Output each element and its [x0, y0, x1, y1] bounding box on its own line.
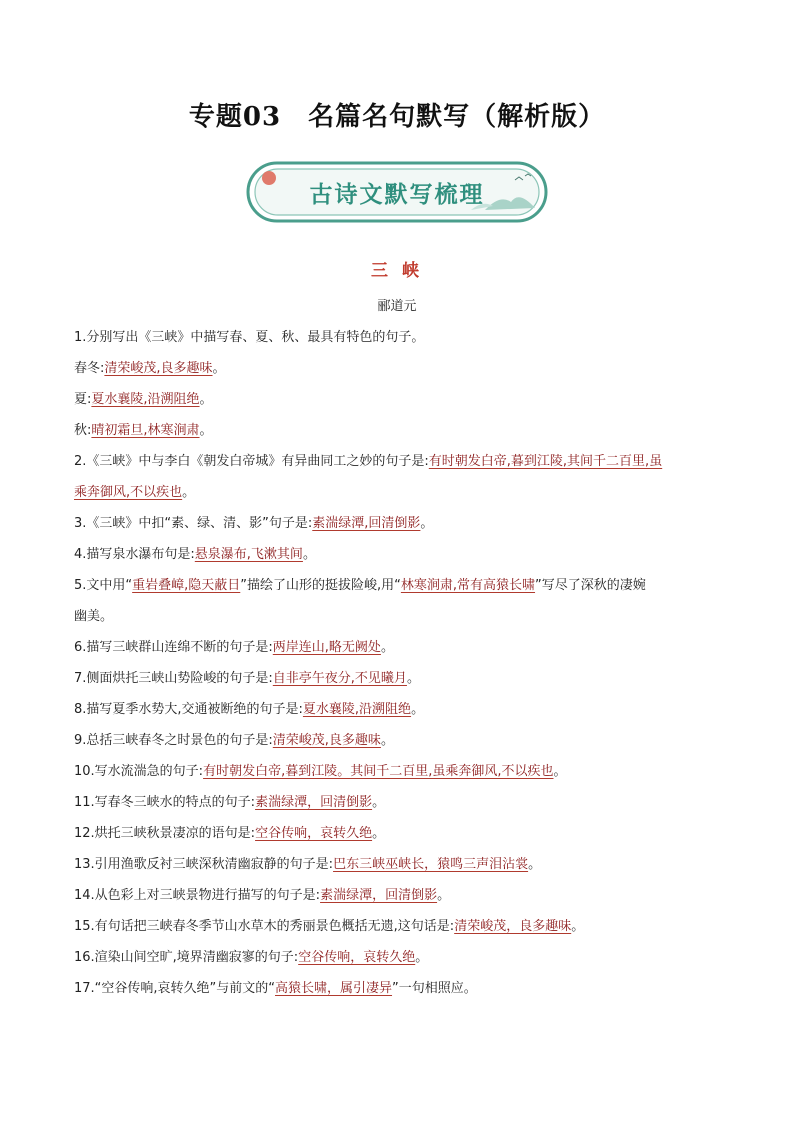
- answer-text: 高猿长啸，属引凄异: [275, 981, 393, 996]
- question-text: 。: [528, 857, 542, 872]
- question-text: 1.分别写出《三峡》中描写春、夏、秋、最具有特色的句子。: [74, 330, 425, 345]
- question-line: [74, 911, 734, 942]
- question-text: 6.描写三峡群山连绵不断的句子是:: [74, 640, 273, 655]
- question-text: 。: [420, 516, 434, 531]
- answer-text: 乘奔御风,不以疾也: [74, 485, 183, 500]
- answer-text: 悬泉瀑布,飞漱其间: [194, 547, 303, 562]
- question-text: 幽美。: [74, 609, 114, 624]
- question-line: [74, 756, 734, 787]
- question-text: 。: [302, 547, 316, 562]
- question-line: [74, 973, 734, 1004]
- question-text: 。: [411, 702, 425, 717]
- answer-text: 夏水襄陵,沿溯阻绝: [91, 392, 200, 407]
- question-line: [74, 787, 734, 818]
- question-line: [74, 477, 734, 508]
- question-line: [74, 663, 734, 694]
- question-text: 。: [571, 919, 585, 934]
- question-text: 。: [380, 733, 394, 748]
- question-text: ”一句相照应。: [392, 981, 477, 996]
- banner-title: 古诗文默写梳理: [309, 182, 485, 208]
- question-line: [74, 849, 734, 880]
- answer-text: 夏水襄陵,沿溯阻绝: [302, 702, 412, 717]
- question-text: 。: [380, 640, 394, 655]
- answer-text: 重岩叠嶂,隐天蔽日: [132, 578, 241, 593]
- question-text: 秋:: [74, 423, 92, 438]
- question-text: ”写尽了深秋的凄婉: [535, 578, 646, 593]
- question-text: ”描绘了山形的挺拔险峻,用“: [240, 578, 401, 593]
- question-text: 。: [372, 795, 386, 810]
- question-text: 3.《三峡》中扣“素、绿、清、影”句子是:: [74, 516, 313, 531]
- question-text: 。: [406, 671, 420, 686]
- answer-text: 有时朝发白帝,暮到江陵,其间千二百里,虽: [428, 454, 663, 469]
- question-line: [74, 942, 734, 973]
- author-name: 郦道元: [377, 299, 417, 314]
- question-text: 15.有句话把三峡春冬季节山水草木的秀丽景色概括无遗,这句话是:: [74, 919, 455, 934]
- question-line: [74, 508, 734, 539]
- answer-text: 素湍绿潭,回清倒影: [312, 516, 421, 531]
- question-text: 春冬:: [74, 361, 105, 376]
- question-text: 14.从色彩上对三峡景物进行描写的句子是:: [74, 888, 321, 903]
- question-line: [74, 818, 734, 849]
- question-text: 。: [553, 764, 567, 779]
- answer-text: 清荣峻茂,良多趣味: [272, 733, 381, 748]
- question-text: 。: [199, 423, 213, 438]
- question-line: [74, 601, 734, 632]
- answer-text: 空谷传响，哀转久绝: [255, 826, 373, 841]
- section-title: 三 峡: [371, 261, 423, 281]
- question-text: 。: [212, 361, 226, 376]
- question-line: [74, 415, 734, 446]
- question-text: 夏:: [74, 392, 92, 407]
- answer-text: 素湍绿潭，回清倒影: [255, 795, 373, 810]
- question-line: [74, 353, 734, 384]
- answer-text: 两岸连山,略无阙处: [272, 640, 381, 655]
- question-text: 11.写春冬三峡水的特点的句子:: [74, 795, 256, 810]
- answer-text: 清荣峻茂，良多趣味: [454, 919, 572, 934]
- answer-text: 林寒涧肃,常有高猿长啸: [400, 578, 536, 593]
- question-text: 13.引用渔歌反衬三峡深秋清幽寂静的句子是:: [74, 857, 334, 872]
- question-text: 2.《三峡》中与李白《朝发白帝城》有异曲同工之妙的句子是:: [74, 454, 429, 469]
- question-line: [74, 880, 734, 911]
- question-text: 7.侧面烘托三峡山势险峻的句子是:: [74, 671, 273, 686]
- question-line: [74, 632, 734, 663]
- question-text: 16.渲染山间空旷,境界清幽寂寥的句子:: [74, 950, 299, 965]
- question-text: 。: [437, 888, 451, 903]
- question-text: 8.描写夏季水势大,交通被断绝的句子是:: [74, 702, 303, 717]
- answer-text: 有时朝发白帝,暮到江陵。其间千二百里,虽乘奔御风,不以疾也: [203, 764, 554, 779]
- question-text: 。: [415, 950, 429, 965]
- question-list: [74, 322, 734, 1004]
- question-line: [74, 570, 734, 601]
- answer-text: 素湍绿潭，回清倒影: [320, 888, 438, 903]
- question-line: [74, 446, 734, 477]
- question-text: 12.烘托三峡秋景凄凉的语句是:: [74, 826, 256, 841]
- question-line: [74, 725, 734, 756]
- question-text: 。: [182, 485, 196, 500]
- question-text: 10.写水流湍急的句子:: [74, 764, 204, 779]
- answer-text: 晴初霜旦,林寒涧肃: [91, 423, 200, 438]
- question-line: [74, 694, 734, 725]
- question-text: 。: [199, 392, 213, 407]
- answer-text: 自非亭午夜分,不见曦月: [272, 671, 407, 686]
- answer-text: 清荣峻茂,良多趣味: [104, 361, 213, 376]
- question-line: [74, 539, 734, 570]
- question-line: [74, 322, 734, 353]
- answer-text: 空谷传响，哀转久绝: [298, 950, 416, 965]
- question-line: [74, 384, 734, 415]
- page-title: 专题03 名篇名句默写（解析版）: [188, 102, 606, 132]
- question-text: 5.文中用“: [74, 578, 133, 593]
- question-text: 。: [372, 826, 386, 841]
- section-banner: [245, 160, 549, 224]
- answer-text: 巴东三峡巫峡长，猿鸣三声泪沾裳: [333, 857, 529, 872]
- question-text: 17.“空谷传响,哀转久绝”与前文的“: [74, 981, 276, 996]
- question-text: 9.总括三峡春冬之时景色的句子是:: [74, 733, 273, 748]
- question-text: 4.描写泉水瀑布句是:: [74, 547, 195, 562]
